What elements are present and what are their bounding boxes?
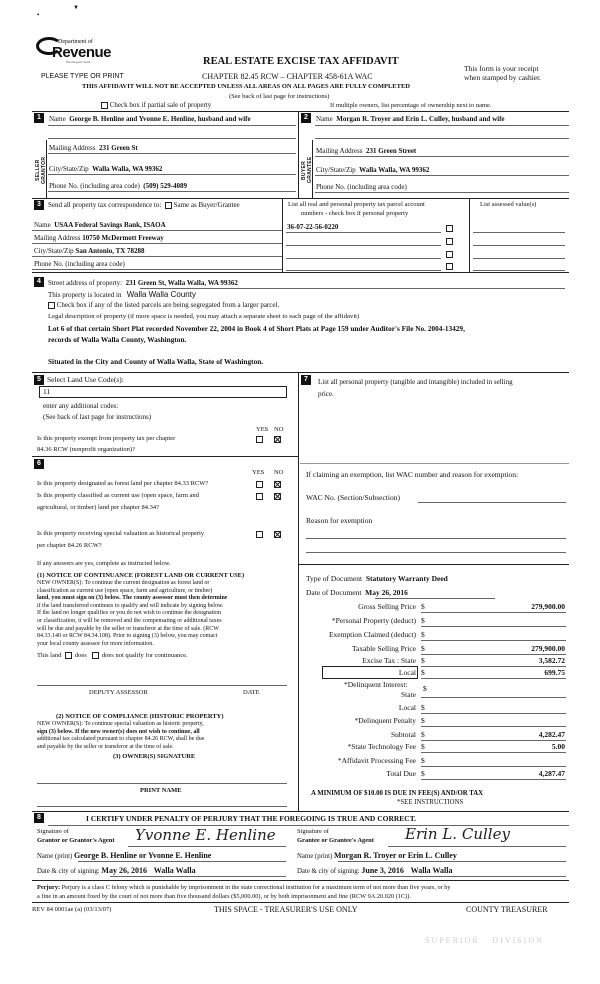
faded-stamp: SUPERIOR · DIVISION (425, 936, 544, 945)
grantee-name-label: Name (print) (297, 853, 333, 860)
grantee-date[interactable]: June 3, 2016 (361, 866, 404, 875)
personal-prop-label-2: price. (318, 390, 334, 398)
state-dollar: $ (421, 656, 425, 665)
historic-no-checkbox[interactable] (274, 531, 281, 538)
gross-dollar: $ (421, 602, 425, 611)
state-tax-label: Excise Tax : State (362, 656, 416, 665)
exempt-q1: Is this property exempt from property tax per chapter (37, 435, 176, 442)
processing-fee-label: *Affidavit Processing Fee (337, 756, 416, 765)
total-dollar: $ (421, 769, 425, 778)
section-2-badge: 2 (301, 113, 311, 123)
tech-dollar: $ (421, 742, 425, 751)
taxable-dollar: $ (421, 644, 425, 653)
parcel-personal-checkbox-4[interactable] (446, 263, 453, 270)
does-not-checkbox[interactable] (92, 652, 99, 659)
form-title: REAL ESTATE EXCISE TAX AFFIDAVIT (203, 56, 399, 67)
personal-prop-label-1: List all personal property (tangible and intangible) included in selling (318, 378, 513, 386)
delinquent-local-label: Local (398, 703, 416, 712)
does-checkbox[interactable] (65, 652, 72, 659)
subtotal-value[interactable]: 4,282.47 (538, 730, 565, 739)
historic-yes-checkbox[interactable] (256, 531, 263, 538)
top-mark-left: • (37, 11, 40, 19)
buyer-name-label: Name (316, 115, 333, 123)
forest-q: Is this property designated as forest land per chapter 84.33 RCW? (37, 480, 209, 487)
grantor-signature: Yvonne E. Henline (135, 826, 276, 844)
current-use-yes-checkbox[interactable] (256, 493, 263, 500)
deputy-assessor-label: DEPUTY ASSESSOR (89, 689, 148, 696)
see-instructions-note: *SEE INSTRUCTIONS (397, 799, 464, 806)
legal-line-3: Situated in the City and County of Walla Walla, State of Washington. (48, 357, 264, 366)
current-use-q2: agricultural, or timber) land per chapter 84.34? (37, 504, 160, 511)
logo-tagline: Washington State (66, 60, 91, 64)
deputy-date-label: DATE (243, 689, 260, 696)
historic-title: (2) NOTICE OF COMPLIANCE (HISTORIC PROPERTY) (56, 713, 224, 720)
seller-name-label: Name (49, 115, 66, 123)
wac-label: WAC No. (Section/Subsection) (306, 493, 400, 502)
segregated-checkbox[interactable] (48, 302, 55, 309)
legal-label: Legal description of property (if more space is needed, you may attach a separate sheet to each page of the affidavit) (48, 313, 360, 320)
forest-no-checkbox[interactable] (274, 481, 281, 488)
exemption-dollar: $ (421, 630, 425, 639)
parcel-personal-checkbox-1[interactable] (446, 225, 453, 232)
located-label: This property is located in (48, 291, 122, 299)
this-land-label: This land (37, 652, 62, 659)
grantor-print-name[interactable]: George B. Henline or Yvonne E. Henline (74, 851, 212, 860)
buyer-name[interactable]: Morgan R. Troyer and Erin L. Culley, husband and wife (336, 115, 505, 123)
section-1-badge: 1 (34, 113, 44, 123)
legal-line-1: Lot 6 of that certain Short Plat recorded November 22, 2004 in Book 4 of Short Plats at Page 159 under Auditor's File No. 2004-13429, (48, 324, 465, 333)
doc-date-label: Date of Document (306, 588, 362, 597)
buyer-mailing[interactable]: 231 Green Street (365, 147, 417, 155)
perjury-text-1: Perjury is a class C felony which is punishable by imprisonment in the state correctional institution for a maximum term of not more than five years, or by (61, 884, 451, 891)
section-4-badge: 4 (34, 277, 44, 287)
type-note: PLEASE TYPE OR PRINT (41, 73, 124, 80)
does-not-label: does not qualify for continuance. (101, 652, 188, 659)
gross-label: Gross Selling Price (358, 602, 416, 611)
property-street[interactable]: 231 Green St, Walla Walla, WA 99362 (125, 279, 238, 287)
seller-phone[interactable]: (509) 529-4089 (143, 182, 188, 190)
personal-dollar: $ (421, 616, 425, 625)
continuance-body: NEW OWNER(S): To continue the current designation as forest land or classification as current use (open space, farm and agriculture, or timber) land, you must sign on (3) below. The county assessor must then determine if the land transferred continues to qualify and will indicate by signing below. If the land no longer qualifies or you do not wish to continue the designation or classification, it will be removed and the compensating or additional taxes will be due and payable by the seller or transferor at the time of sale. (RCW 84.33.140 or RCW 84.34.108). Prior to signing (3) below, you may contact your local county assessor for more information. (37, 580, 228, 647)
sec6-yes: YES (252, 469, 265, 476)
grantor-sig-label-2: Grantor or Grantor's Agent (37, 837, 115, 844)
grantor-date-label: Date & city of signing: (37, 868, 100, 875)
exempt-no-checkbox[interactable] (274, 436, 281, 443)
subtotal-label: Subtotal (390, 730, 416, 739)
forest-yes-checkbox[interactable] (256, 481, 263, 488)
delinquent-interest-label: *Delinquent Interest: (344, 680, 408, 689)
tax-corr-phone-label: Phone No. (including area code) (34, 260, 125, 268)
multiple-owners-note: If multiple owners, list percentage of ownership next to name. (330, 102, 492, 109)
tax-corr-mailing[interactable]: 10750 McDermott Freeway (82, 234, 164, 242)
land-use-code[interactable]: 11 (43, 387, 51, 396)
property-county[interactable]: Walla Walla County (126, 290, 196, 299)
personal-label: *Personal Property (deduct) (331, 616, 416, 625)
buyer-city[interactable]: Walla Walla, WA 99362 (359, 166, 430, 174)
doc-type[interactable]: Statutory Warranty Deed (365, 574, 448, 583)
assessed-header: List assessed value(s) (480, 201, 537, 208)
grantor-name-label: Name (print) (37, 853, 73, 860)
section-8-badge: 8 (34, 813, 44, 823)
section-5-badge: 5 (34, 375, 44, 385)
delinquent-state-label: State (401, 690, 416, 699)
buyer-phone-label: Phone No. (including area code) (316, 183, 407, 191)
continuance-title: (1) NOTICE OF CONTINUANCE (FOREST LAND OR CURRENT USE) (37, 572, 245, 579)
does-label: does (74, 652, 87, 659)
form-subtitle: CHAPTER 82.45 RCW – CHAPTER 458-61A WAC (202, 72, 373, 81)
buyer-city-label: City/State/Zip (316, 166, 356, 174)
taxable-label: Taxable Selling Price (351, 644, 416, 653)
exempt-q2: 84.36 RCW (nonprofit organization)? (37, 446, 135, 453)
seller-mailing-label: Mailing Address (49, 144, 96, 152)
certify-title: I CERTIFY UNDER PENALTY OF PERJURY THAT THE FOREGOING IS TRUE AND CORRECT. (86, 814, 417, 823)
tech-fee-label: *State Technology Fee (347, 742, 416, 751)
same-as-buyer-label: Same as Buyer/Grantee (173, 201, 240, 209)
top-mark-right: ▼ (73, 5, 79, 11)
segregated-label: Check box if any of the listed parcels are being segregated from a larger parcel. (56, 301, 280, 309)
warning: THIS AFFIDAVIT WILL NOT BE ACCEPTED UNLESS ALL AREAS ON ALL PAGES ARE FULLY COMPLETED (82, 83, 410, 90)
tax-corr-mailing-label: Mailing Address (34, 234, 81, 242)
exemption-claimed-label: Exemption Claimed (deduct) (328, 630, 416, 639)
local-tax-value[interactable]: 699.75 (544, 668, 565, 677)
tax-corr-name-label: Name (34, 221, 51, 229)
parcel-number[interactable]: 36-07-22-56-0220 (287, 223, 339, 231)
logo-name: Revenue (52, 44, 112, 61)
total-due-label: Total Due (386, 769, 416, 778)
receipt-note-2: when stamped by cashier. (464, 73, 542, 82)
buyer-vertical-label: BUYER GRANTEE (301, 156, 313, 184)
parcel-personal-checkbox-2[interactable] (446, 238, 453, 245)
tax-corr-city[interactable]: San Antonio, TX 78288 (75, 247, 145, 255)
section-7-badge: 7 (301, 375, 311, 385)
land-use-see-back: (See back of last page for instructions) (43, 413, 152, 421)
grantee-signature: Erin L. Culley (405, 825, 510, 843)
county-treasurer: COUNTY TREASURER (466, 905, 548, 914)
receipt-note-1: This form is your receipt (464, 64, 539, 73)
sec6-no: NO (274, 469, 284, 476)
parcel-header-2: numbers - check box if personal property (301, 210, 409, 217)
exempt-yes-checkbox[interactable] (256, 436, 263, 443)
seller-city[interactable]: Walla Walla, WA 99362 (92, 165, 163, 173)
grantee-sig-label-2: Grantee or Grantee's Agent (297, 837, 374, 844)
delinquent-penalty-label: *Delinquent Penalty (354, 716, 416, 725)
grantor-city[interactable]: Walla Walla (153, 866, 196, 875)
subtotal-dollar: $ (421, 730, 425, 739)
perjury-label: Perjury: (37, 884, 61, 891)
historic-body: NEW OWNER(S): To continue special valuation as historic property, sign (3) below. If the new owner(s) does not wish to continue, all additional tax calculated pursuant to chapter 84.26 RCW, shall be due and payable by the seller or transferor at the time of sale. (37, 721, 205, 750)
gross-value[interactable]: 279,900.00 (531, 602, 565, 611)
tax-corr-city-label: City/State/Zip (34, 247, 74, 255)
legal-line-2: records of Walla Walla County, Washington. (48, 335, 187, 344)
logo-dept: Department of (58, 39, 93, 45)
perjury-text-2: a fine in an amount fixed by the court of not more than five thousand dollars ($5,000.00), or by both imprisonment and fine (RCW 9A.20.020 (1C)). (37, 893, 411, 900)
section-3-badge: 3 (34, 200, 44, 210)
delinq-state-dollar: $ (423, 684, 427, 693)
current-use-no-checkbox[interactable] (274, 493, 281, 500)
partial-sale-label: Check box if partial sale of property (109, 101, 212, 109)
treasurer-use-only: THIS SPACE - TREASURER'S USE ONLY (214, 905, 358, 914)
grantee-print-name[interactable]: Morgan R. Troyer or Erin L. Culley (334, 851, 457, 860)
section-6-badge: 6 (34, 459, 44, 469)
taxable-value[interactable]: 279,900.00 (531, 644, 565, 653)
grantee-date-label: Date & city of signing: (297, 868, 360, 875)
seller-name[interactable]: George B. Henline and Yvonne E. Henline, husband and wife (69, 115, 251, 123)
local-tax-label: Local (398, 668, 416, 677)
delinq-local-dollar: $ (421, 703, 425, 712)
historic-q1: Is this property receiving special valuation as historical property (37, 530, 205, 537)
grantor-date[interactable]: May 26, 2016 (101, 866, 147, 875)
doc-type-label: Type of Document (306, 574, 363, 583)
buyer-mailing-label: Mailing Address (316, 147, 363, 155)
grantee-city[interactable]: Walla Walla (410, 866, 453, 875)
land-use-label: Select Land Use Code(s): (47, 375, 124, 384)
print-name-label: PRINT NAME (140, 787, 182, 794)
land-use-no: NO (274, 426, 284, 433)
historic-q2: per chapter 84.26 RCW? (37, 542, 102, 549)
tax-corr-label: Send all property tax correspondence to: (48, 201, 162, 209)
form-number: REV 84 0001ae (a) (03/13/07) (32, 906, 112, 913)
state-tax-value[interactable]: 3,582.72 (538, 656, 565, 665)
grantee-sig-label-1: Signature of (297, 828, 329, 835)
seller-vertical-label: SELLER GRANTOR (35, 156, 47, 184)
see-back: (See back of last page for instructions) (229, 93, 330, 100)
grantor-sig-label-1: Signature of (37, 828, 69, 835)
exemption-label: If claiming an exemption, list WAC number and reason for exemption: (306, 470, 519, 479)
same-as-buyer-checkbox[interactable] (165, 202, 172, 209)
total-due-value[interactable]: 4,287.47 (538, 769, 565, 778)
land-use-yes: YES (256, 426, 269, 433)
tax-corr-name[interactable]: USAA Federal Savings Bank, ISAOA (54, 221, 166, 229)
tech-fee-value[interactable]: 5.00 (551, 742, 565, 751)
seller-phone-label: Phone No. (including area code) (49, 182, 140, 190)
parcel-header-1: List all real and personal property tax parcel account (288, 201, 425, 208)
local-dollar: $ (421, 668, 425, 677)
additional-codes-label: enter any additional codes: (43, 402, 119, 410)
if-yes-note: If any answers are yes, complete as instructed below. (37, 560, 171, 567)
seller-mailing[interactable]: 231 Green St (98, 144, 138, 152)
seller-city-label: City/State/Zip (49, 165, 89, 173)
parcel-personal-checkbox-3[interactable] (446, 251, 453, 258)
current-use-q1: Is this property classified as current use (open space, farm and (37, 492, 199, 499)
owner-signature-label: (3) OWNER(S) SIGNATURE (113, 753, 196, 760)
street-label: Street address of property: (48, 279, 123, 287)
penalty-dollar: $ (421, 716, 425, 725)
processing-dollar: $ (421, 756, 425, 765)
doc-date[interactable]: May 26, 2016 (365, 588, 408, 597)
minimum-note: A MINIMUM OF $10.00 IS DUE IN FEE(S) AND/OR TAX (311, 790, 484, 797)
reason-label: Reason for exemption (306, 516, 373, 525)
partial-sale-checkbox[interactable] (101, 102, 108, 109)
